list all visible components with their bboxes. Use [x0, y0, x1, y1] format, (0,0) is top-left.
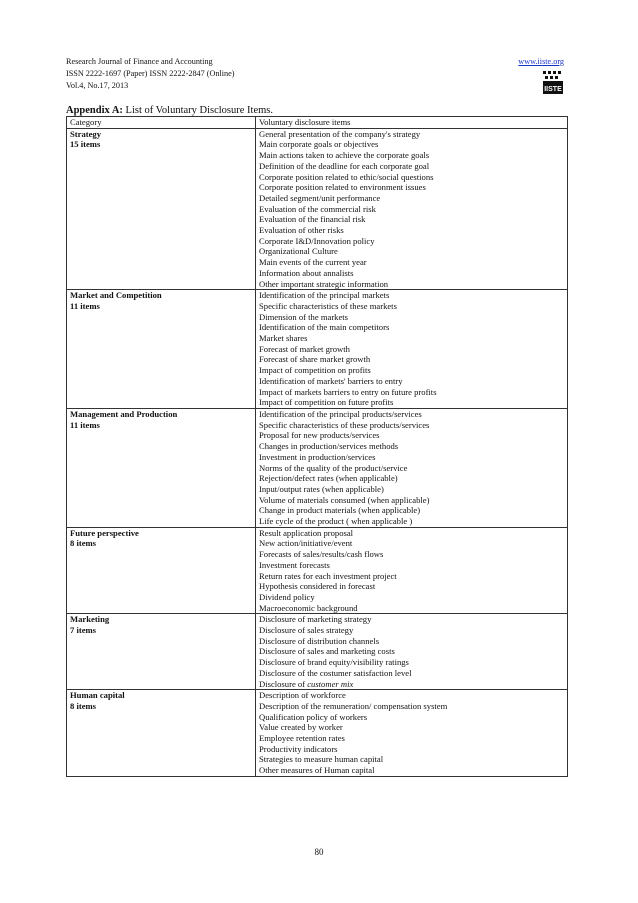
iiste-logo-icon: [542, 70, 564, 96]
disclosure-item: Disclosure of sales strategy: [259, 625, 354, 636]
disclosure-item: Forecast of market growth: [259, 343, 350, 354]
disclosure-item: Forecast of share market growth: [259, 354, 371, 365]
disclosure-item: Productivity indicators: [259, 743, 338, 754]
disclosure-item: Disclosure of customer mix: [259, 678, 354, 689]
disclosure-item: Evaluation of other risks: [259, 225, 344, 236]
disclosure-item: Identification of markets' barriers to entry: [259, 375, 403, 386]
category-item-count: 11 items: [70, 300, 100, 311]
category-name: Marketing: [70, 614, 110, 625]
disclosure-item: Hypothesis considered in forecast: [259, 581, 376, 592]
disclosure-item: Detailed segment/unit performance: [259, 192, 381, 203]
disclosure-items-cell: [256, 290, 568, 409]
disclosure-item: Changes in production/services methods: [259, 441, 399, 452]
disclosure-item: Specific characteristics of these markets: [259, 300, 397, 311]
disclosure-item: Other important strategic information: [259, 278, 389, 289]
disclosure-item: Market shares: [259, 333, 308, 344]
disclosure-item: Disclosure of marketing strategy: [259, 614, 372, 625]
disclosure-items-cell: [256, 128, 568, 290]
disclosure-item: Rejection/defect rates (when applicable): [259, 473, 398, 484]
table-header-row: [67, 117, 568, 129]
category-name: Market and Competition: [70, 290, 162, 301]
journal-url-link[interactable]: www.iiste.org: [518, 57, 564, 66]
table-row: [67, 614, 568, 690]
disclosure-item: Specific characteristics of these products/services: [259, 419, 430, 430]
disclosure-item: Dividend policy: [259, 591, 315, 602]
disclosure-item: Norms of the quality of the product/service: [259, 462, 408, 473]
disclosure-item: Result application proposal: [259, 527, 354, 538]
appendix-title-text: List of Voluntary Disclosure Items.: [122, 105, 274, 116]
disclosure-item: Main actions taken to achieve the corporate goals: [259, 150, 430, 161]
disclosure-item: Corporate position related to ethic/social questions: [259, 171, 434, 182]
disclosure-item: Disclosure of brand equity/visibility ratings: [259, 657, 409, 668]
disclosure-item: Description of workforce: [259, 690, 346, 701]
disclosure-item: New action/initiative/event: [259, 538, 353, 549]
disclosure-items-cell: [256, 527, 568, 614]
disclosure-item: Evaluation of the commercial risk: [259, 203, 376, 214]
category-item-count: 7 items: [70, 625, 97, 636]
category-name: Human capital: [70, 690, 125, 701]
disclosure-item: Definition of the deadline for each corporate goal: [259, 160, 430, 171]
disclosure-items-cell: [256, 614, 568, 690]
table-row: [67, 527, 568, 614]
table-row: [67, 290, 568, 409]
category-item-count: 11 items: [70, 419, 100, 430]
page-number: 80: [314, 847, 324, 857]
category-cell: [67, 614, 256, 690]
disclosure-item: Main events of the current year: [259, 257, 367, 268]
category-cell: [67, 690, 256, 777]
column-header-category: Category: [67, 117, 256, 129]
category-item-count: 15 items: [70, 139, 101, 150]
category-name: Future perspective: [70, 527, 139, 538]
disclosure-item: Qualification policy of workers: [259, 711, 368, 722]
disclosure-item: Life cycle of the product ( when applicable ): [259, 516, 413, 527]
disclosure-item: Other measures of Human capital: [259, 765, 375, 776]
disclosure-item: Proposal for new products/services: [259, 430, 380, 441]
disclosure-item: Description of the remuneration/ compensation system: [259, 700, 448, 711]
disclosure-item: Identification of the principal products/services: [259, 408, 422, 419]
column-header-items: Voluntary disclosure items: [256, 117, 568, 129]
category-item-count: 8 items: [70, 700, 97, 711]
disclosure-item: Information about annalists: [259, 267, 354, 278]
page-header: [66, 56, 572, 100]
disclosure-item: Return rates for each investment project: [259, 570, 397, 581]
svg-text:IISTE: IISTE: [544, 86, 562, 93]
disclosure-item: Forecasts of sales/results/cash flows: [259, 549, 384, 560]
disclosure-items-cell: [256, 690, 568, 777]
disclosure-item: Main corporate goals or objectives: [259, 139, 379, 150]
disclosure-item: Corporate I&D/Innovation policy: [259, 235, 375, 246]
category-cell: [67, 527, 256, 614]
appendix-label: Appendix A:: [66, 105, 123, 116]
disclosure-items-cell: [256, 408, 568, 527]
disclosure-item: Disclosure of the costumer satisfaction level: [259, 667, 412, 678]
category-name: Management and Production: [70, 408, 178, 419]
journal-volume: Vol.4, No.17, 2013: [66, 81, 129, 90]
journal-issn: ISSN 2222-1697 (Paper) ISSN 2222-2847 (Online): [66, 69, 235, 78]
disclosure-item: Organizational Culture: [259, 246, 338, 257]
disclosure-item: Evaluation of the financial risk: [259, 214, 366, 225]
disclosure-item: Corporate position related to environment issues: [259, 182, 426, 193]
disclosure-item: Strategies to measure human capital: [259, 754, 384, 765]
disclosure-item: Impact of competition on profits: [259, 365, 371, 376]
category-cell: [67, 128, 256, 290]
disclosure-item: Disclosure of distribution channels: [259, 635, 380, 646]
disclosure-item: Impact of markets barriers to entry on future profits: [259, 386, 437, 397]
table-row: [67, 128, 568, 290]
voluntary-disclosure-table: [66, 116, 568, 777]
table-row: [67, 690, 568, 777]
disclosure-item: Change in product materials (when applicable): [259, 505, 421, 516]
disclosure-item: Employee retention rates: [259, 733, 345, 744]
disclosure-item: Volume of materials consumed (when applicable): [259, 494, 430, 505]
category-cell: [67, 408, 256, 527]
disclosure-item: Impact of competition on future profits: [259, 397, 394, 408]
disclosure-item: General presentation of the company's strategy: [259, 128, 421, 139]
category-item-count: 8 items: [70, 538, 97, 549]
disclosure-item: Input/output rates (when applicable): [259, 483, 384, 494]
disclosure-item: Investment in production/services: [259, 451, 376, 462]
journal-name: Research Journal of Finance and Accounting: [66, 57, 213, 66]
disclosure-item: Macroeconomic background: [259, 602, 358, 613]
disclosure-item: Dimension of the markets: [259, 311, 349, 322]
disclosure-item: Value created by worker: [259, 722, 343, 733]
disclosure-item: Investment forecasts: [259, 559, 330, 570]
table-row: [67, 408, 568, 527]
category-name: Strategy: [70, 128, 102, 139]
disclosure-item: Identification of the main competitors: [259, 322, 390, 333]
table-body: [67, 128, 568, 776]
disclosure-item: Disclosure of sales and marketing costs: [259, 646, 395, 657]
category-cell: [67, 290, 256, 409]
disclosure-item: Identification of the principal markets: [259, 290, 390, 301]
